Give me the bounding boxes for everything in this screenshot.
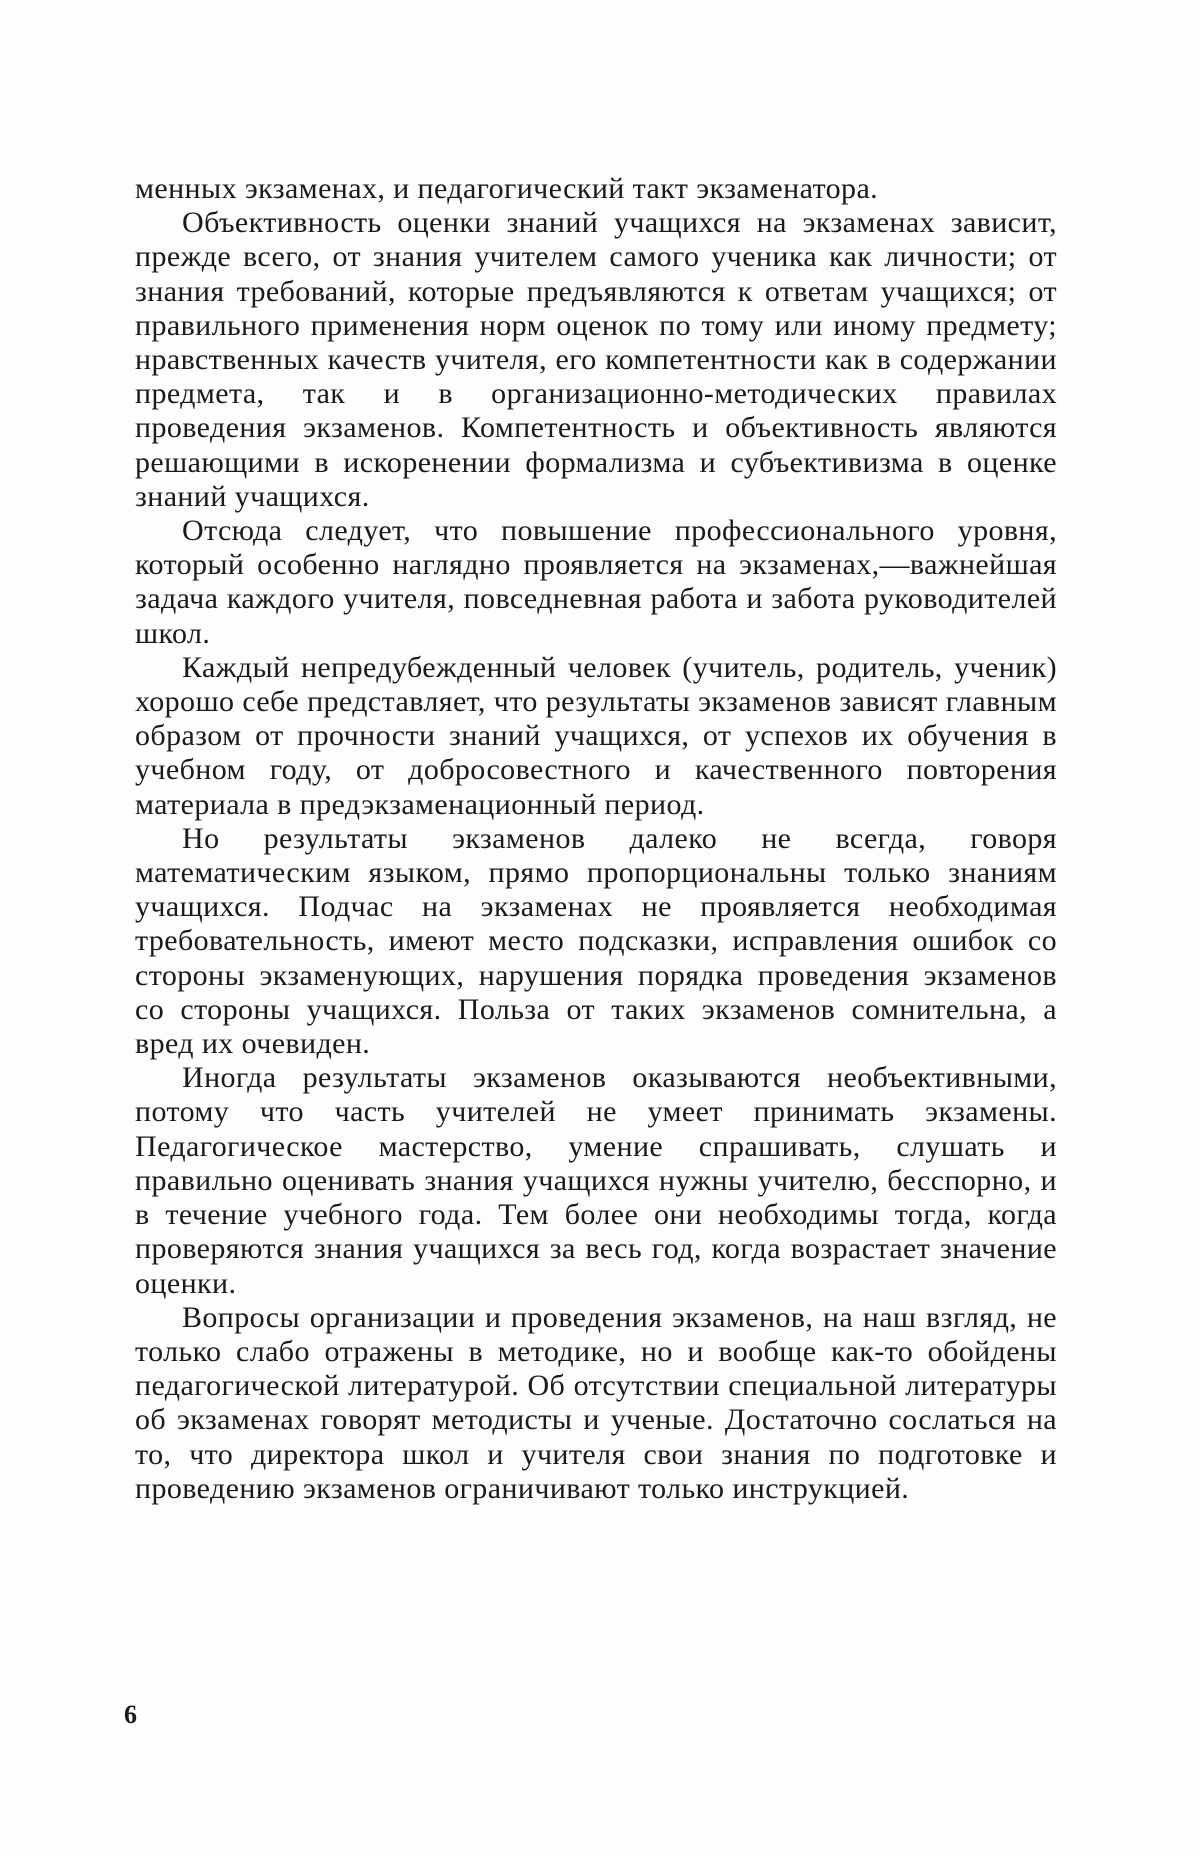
paragraph-math-language: Но результаты экзаменов далеко не всегда, говоря математическим языком, прямо пропорциональны только знаниям учащихся. Подчас на экзаменах не проявляется необходимая требовательность, имеют место подсказки, исправления ошибок со стороны экзаменующих, нарушения порядка проведения экзаменов со стороны учащихся. Польза от таких экзаменов сомнительна, а вред их очевиден. (135, 821, 1057, 1061)
paragraph-exam-results: Каждый непредубежденный человек (учитель, родитель, ученик) хорошо себе представляет, что результаты экзаменов зависят главным образом от прочности знаний учащихся, от успехов их обучения в учебном году, от добросовестного и качественного повторения материала в предэкзаменационный период. (135, 650, 1057, 821)
paragraph-objectivity: Объективность оценки знаний учащихся на экзаменах зависит, прежде всего, от знания учителем самого ученика как личности; от знания требований, которые предъявляются к ответам учащихся; от правильного применения норм оценок по тому или иному предмету; нравственных качеств учителя, его компетентности как в содержании предмета, так и в организационно-методических правилах проведения экзаменов. Компетентность и объективность являются решающими в искоренении формализма и субъективизма в оценке знаний учащихся. (135, 206, 1057, 513)
paragraph-literature: Вопросы организации и проведения экзаменов, на наш взгляд, не только слабо отражены в методике, но и вообще как-то обойдены педагогической литературой. Об отсутствии специальной литературы об экзаменах говорят методисты и ученые. Достаточно сослаться на то, что директора школ и учителя свои знания по подготовке и проведению экзаменов ограничивают только инструкцией. (135, 1300, 1057, 1505)
body-text (135, 172, 1057, 1506)
paragraph-continuation: менных экзаменах, и педагогический такт экзаменатора. (135, 172, 879, 205)
paragraph-professional-level: Отсюда следует, что повышение профессионального уровня, который особенно наглядно проявляется на экзаменах,—важнейшая задача каждого учителя, повседневная работа и забота руководителей школ. (135, 514, 1057, 650)
paragraph-teacher-skill: Иногда результаты экзаменов оказываются необъективными, потому что часть учителей не умеет принимать экзамены. Педагогическое мастерство, умение спрашивать, слушать и правильно оценивать знания учащихся нужны учителю, бесспорно, и в течение учебного года. Тем более они необходимы тогда, когда проверяются знания учащихся за весь год, когда возрастает значение оценки. (135, 1061, 1057, 1300)
page-number: 6 (124, 1700, 137, 1729)
